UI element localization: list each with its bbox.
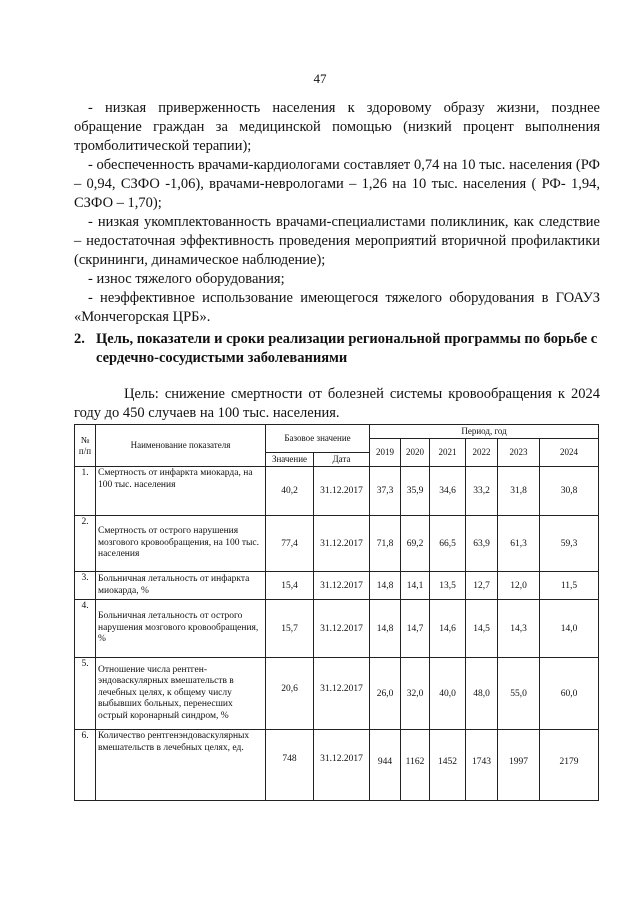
row-number: 2. xyxy=(75,516,96,572)
paragraph: - износ тяжелого оборудования; xyxy=(88,271,285,287)
row-year-value: 31,8 xyxy=(498,467,540,516)
row-year-value: 1162 xyxy=(401,730,430,801)
row-year-value: 37,3 xyxy=(370,467,401,516)
paragraph: - низкая приверженность населения к здоровому образу жизни, позднее обращение граждан за медицинской помощью (низкий процент выполнения тромболитической терапии); xyxy=(74,100,600,154)
header-year-2019: 2019 xyxy=(370,439,401,467)
row-year-value: 1997 xyxy=(498,730,540,801)
header-base-date: Дата xyxy=(314,453,370,467)
row-year-value: 14,6 xyxy=(430,600,466,658)
row-year-value: 14,0 xyxy=(540,600,599,658)
row-value: 15,4 xyxy=(266,572,314,600)
row-value: 40,2 xyxy=(266,467,314,516)
section-number: 2. xyxy=(74,331,85,347)
row-year-value: 48,0 xyxy=(466,658,498,730)
row-year-value: 12,0 xyxy=(498,572,540,600)
row-number: 5. xyxy=(75,658,96,730)
row-number: 3. xyxy=(75,572,96,600)
row-number: 6. xyxy=(75,730,96,801)
row-year-value: 63,9 xyxy=(466,516,498,572)
row-year-value: 14,3 xyxy=(498,600,540,658)
row-name: Больничная летальность от острого нарушения мозгового кровообращения, % xyxy=(96,600,266,658)
table-row xyxy=(75,467,599,516)
row-name: Смертность от острого нарушения мозгового кровообращения, на 100 тыс. населения xyxy=(96,516,266,572)
header-year-2020: 2020 xyxy=(401,439,430,467)
header-year-2021: 2021 xyxy=(430,439,466,467)
row-date: 31.12.2017 xyxy=(314,467,370,516)
goal-text: Цель: снижение смертности от болезней системы кровообращения к 2024 году до 450 случаев на 100 тыс. населения. xyxy=(74,386,600,421)
row-name: Больничная летальность от инфаркта миокарда, % xyxy=(96,572,266,600)
row-date: 31.12.2017 xyxy=(314,600,370,658)
row-number: 4. xyxy=(75,600,96,658)
section-heading xyxy=(74,330,600,368)
row-year-value: 40,0 xyxy=(430,658,466,730)
section-title: Цель, показатели и сроки реализации региональной программы по борьбе с сердечно-сосудистыми заболеваниями xyxy=(96,331,598,366)
row-year-value: 66,5 xyxy=(430,516,466,572)
row-year-value: 26,0 xyxy=(370,658,401,730)
row-year-value: 1452 xyxy=(430,730,466,801)
row-year-value: 1743 xyxy=(466,730,498,801)
row-year-value: 55,0 xyxy=(498,658,540,730)
row-year-value: 14,8 xyxy=(370,572,401,600)
row-value: 748 xyxy=(266,730,314,801)
table-row xyxy=(75,658,599,730)
page-number: 47 xyxy=(313,71,327,86)
row-name: Отношение числа рентген-эндоваскулярных вмешательств в лечебных целях, к общему числу выбывших больных, перенесших острый коронарный синдром, % xyxy=(96,658,266,730)
header-year-2023: 2023 xyxy=(498,439,540,467)
row-name: Количество рентгенэндоваскулярных вмешательств в лечебных целях, ед. xyxy=(96,730,266,801)
row-year-value: 14,5 xyxy=(466,600,498,658)
paragraph: - обеспеченность врачами-кардиологами составляет 0,74 на 10 тыс. населения (РФ – 0,94, СЗФО -1,06), врачами-неврологами – 1,26 на 10 тыс. населения ( РФ- 1,94, СЗФО – 1,70); xyxy=(74,157,600,211)
row-value: 77,4 xyxy=(266,516,314,572)
row-year-value: 944 xyxy=(370,730,401,801)
row-year-value: 32,0 xyxy=(401,658,430,730)
row-year-value: 13,5 xyxy=(430,572,466,600)
row-date: 31.12.2017 xyxy=(314,516,370,572)
row-year-value: 59,3 xyxy=(540,516,599,572)
table-row xyxy=(75,516,599,572)
row-year-value: 30,8 xyxy=(540,467,599,516)
header-period: Период, год xyxy=(370,425,599,439)
row-year-value: 12,7 xyxy=(466,572,498,600)
header-base-value: Значение xyxy=(266,453,314,467)
row-number: 1. xyxy=(75,467,96,516)
row-date: 31.12.2017 xyxy=(314,730,370,801)
paragraph: - низкая укомплектованность врачами-специалистами поликлиник, как следствие – недостаточная эффективность проведения мероприятий вторичной профилактики (скрининги, динамическое наблюдение); xyxy=(74,214,600,268)
header-year-2024: 2024 xyxy=(540,439,599,467)
header-year-2022: 2022 xyxy=(466,439,498,467)
row-value: 20,6 xyxy=(266,658,314,730)
row-year-value: 60,0 xyxy=(540,658,599,730)
row-year-value: 34,6 xyxy=(430,467,466,516)
row-value: 15,7 xyxy=(266,600,314,658)
row-year-value: 11,5 xyxy=(540,572,599,600)
header-base: Базовое значение xyxy=(266,425,370,453)
row-year-value: 71,8 xyxy=(370,516,401,572)
row-year-value: 14,8 xyxy=(370,600,401,658)
bullet-list xyxy=(74,99,600,327)
table-row xyxy=(75,600,599,658)
row-year-value: 2179 xyxy=(540,730,599,801)
table-row xyxy=(75,572,599,600)
table-row xyxy=(75,730,599,801)
row-year-value: 69,2 xyxy=(401,516,430,572)
row-year-value: 14,7 xyxy=(401,600,430,658)
row-year-value: 35,9 xyxy=(401,467,430,516)
row-year-value: 61,3 xyxy=(498,516,540,572)
header-name: Наименование показателя xyxy=(96,425,266,467)
row-date: 31.12.2017 xyxy=(314,572,370,600)
row-date: 31.12.2017 xyxy=(314,658,370,730)
indicators-table-body xyxy=(74,424,599,801)
row-year-value: 14,1 xyxy=(401,572,430,600)
paragraph: - неэффективное использование имеющегося тяжелого оборудования в ГОАУЗ «Мончегорская ЦРБ». xyxy=(74,290,600,325)
row-year-value: 33,2 xyxy=(466,467,498,516)
header-num: № п/п xyxy=(75,425,96,467)
row-name: Смертность от инфаркта миокарда, на 100 тыс. населения xyxy=(96,467,266,516)
